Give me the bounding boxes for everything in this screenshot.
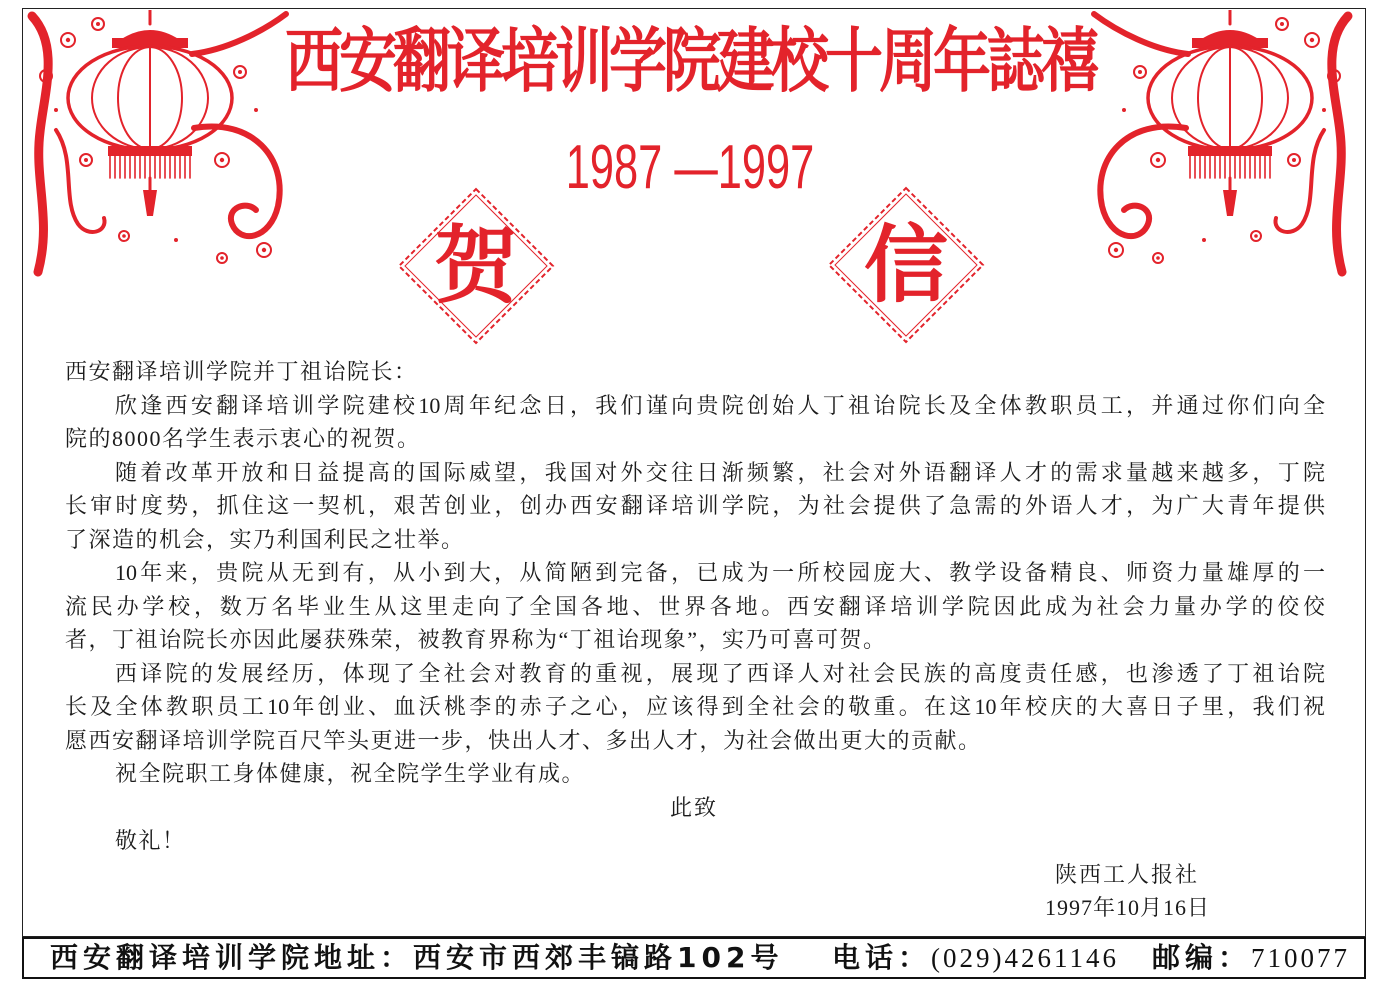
- paragraph-line: 长及全体教职员工10年创业、血沃桃李的赤子之心，应该得到全社会的敬重。在这10年校庆的大喜日子里，我们祝: [65, 694, 1325, 719]
- paragraph-line: 西译院的发展经历，体现了全社会对教育的重视，展现了西译人对社会民族的高度责任感，也渗透了丁祖诒院: [115, 660, 1325, 686]
- footer-phone-label: 电话：: [832, 941, 932, 974]
- footer-contact-bar: [22, 937, 1366, 979]
- paragraph: [65, 556, 1325, 657]
- paragraph: [65, 657, 1325, 758]
- footer-zip-code: 710077: [1251, 943, 1351, 973]
- letter-body: [65, 355, 1325, 925]
- heading-diamond-right: [826, 185, 986, 345]
- closing-phrase: 此致: [670, 794, 719, 820]
- footer-phone: [832, 939, 1119, 977]
- footer-phone-number: (029)4261146: [931, 943, 1119, 973]
- paragraph-line: 欣逢西安翻译培训学院建校10周年纪念日，我们谨向贵院创始人丁祖诒院长及全体教职员工，并通过你们向全: [115, 392, 1325, 418]
- paragraph-line: 祝全院职工身体健康，祝全院学生学业有成。: [115, 761, 586, 786]
- footer-zip-label: 邮编：: [1152, 941, 1252, 974]
- heading-char-xin: 信: [863, 216, 948, 314]
- paragraph-line: 者，丁祖诒院长亦因此屡获殊荣，被教育界称为“丁祖诒现象”，实乃可喜可贺。: [65, 627, 887, 652]
- footer-zip: [1152, 939, 1350, 977]
- footer-address: 西安翻译培训学院地址：西安市西郊丰镐路102号: [50, 941, 784, 974]
- heading-char-he: 贺: [433, 217, 518, 315]
- page-title: 西安翻译培训学院建校十周年誌禧: [284, 20, 1095, 102]
- signature: 陕西工人报社: [1055, 861, 1200, 887]
- paragraph-line: 愿西安翻译培训学院百尺竿头更进一步，快出人才、多出人才，为社会做出更大的贡献。: [65, 727, 982, 753]
- paragraph: [65, 389, 1325, 456]
- heading-diamond-left: [396, 186, 556, 346]
- paragraph-line: 院的8000名学生表示衷心的祝贺。: [65, 426, 421, 451]
- paragraph-line: 长审时度势，抓住这一契机，艰苦创业，创办西安翻译培训学院，为社会提供了急需的外语人才，为广大青年提供: [65, 493, 1325, 518]
- paragraph-line: 随着改革开放和日益提高的国际威望，我国对外交往日渐频繁，社会对外语翻译人才的需求量越来越多，丁院: [115, 459, 1325, 485]
- regards-phrase: 敬礼！: [115, 828, 186, 853]
- paragraph-line: 了深造的机会，实乃利国利民之壮举。: [65, 526, 465, 552]
- salutation: 西安翻译培训学院并丁祖诒院长：: [65, 359, 418, 384]
- anniversary-years: 1987 —1997: [565, 133, 815, 202]
- paragraph-line: 流民办学校，数万名毕业生从这里走向了全国各地、世界各地。西安翻译培训学院因此成为社会力量办学的佼佼: [65, 593, 1325, 619]
- paragraph-line: 10年来，贵院从无到有，从小到大，从简陋到完备，已成为一所校园庞大、教学设备精良、师资力量雄厚的一: [115, 560, 1325, 585]
- paragraph: [65, 757, 1325, 791]
- paragraph: [65, 456, 1325, 557]
- letter-date: 1997年10月16日: [1045, 895, 1211, 920]
